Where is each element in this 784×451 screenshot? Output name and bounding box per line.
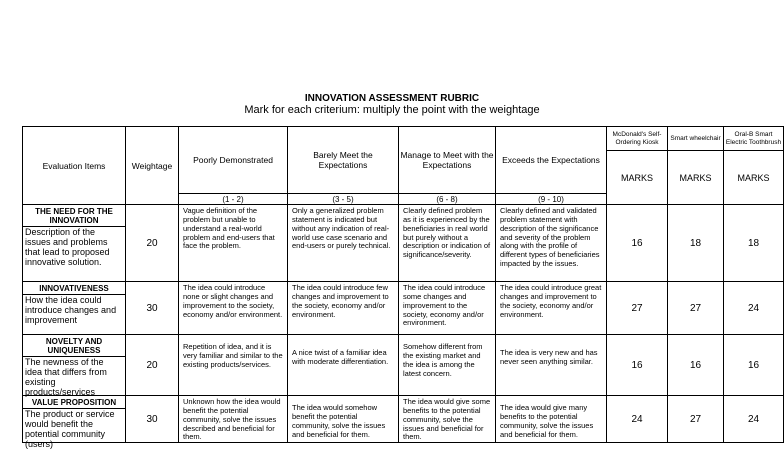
mark-product-1: 16 <box>607 335 668 396</box>
header-evaluation-items: Evaluation Items <box>23 127 126 205</box>
item-description: The newness of the idea that differs from existing products/services <box>25 357 107 398</box>
mark-product-1: 24 <box>607 396 668 443</box>
mark-product-2: 27 <box>668 396 724 443</box>
header-exceeds: Exceeds the Expectations <box>496 127 607 194</box>
item-name: VALUE PROPOSITION <box>23 396 125 409</box>
item-name: INNOVATIVENESS <box>23 282 125 295</box>
weightage-value: 20 <box>126 205 179 282</box>
item-description: Description of the issues and problems that lead to proposed innovative solution. <box>25 227 110 268</box>
table-row <box>23 205 784 282</box>
header-row <box>23 127 784 151</box>
mark-product-3: 24 <box>724 282 784 335</box>
criterion-manage: The idea could introduce some changes and improvement to the society, economy and/or environment. <box>399 282 496 335</box>
mark-product-1: 16 <box>607 205 668 282</box>
item-name: NOVELTY AND UNIQUENESS <box>23 335 125 357</box>
item-description: The product or service would benefit the potential community (users) <box>25 409 115 449</box>
rubric-title: INNOVATION ASSESSMENT RUBRIC <box>304 93 480 104</box>
criterion-poorly: Vague definition of the problem but unable to understand a real-world problem and end-users that face the problem. <box>179 205 288 282</box>
weightage-value: 30 <box>126 282 179 335</box>
mark-product-3: 24 <box>724 396 784 443</box>
criterion-barely: Only a generalized problem statement is indicated but without any indication of real-world use case scenario and end-users or purely technical. <box>288 205 399 282</box>
criterion-barely: A nice twist of a familiar idea with moderate differentiation. <box>288 335 399 396</box>
mark-product-3: 16 <box>724 335 784 396</box>
header-product-2: Smart wheelchair <box>668 127 724 151</box>
criterion-exceeds: Clearly defined and validated problem statement with description of the significance and severity of the problem along with the profile of different types of beneficiaries impacted by the issues. <box>496 205 607 282</box>
mark-product-2: 18 <box>668 205 724 282</box>
evaluation-item <box>23 396 126 449</box>
criterion-exceeds: The idea is very new and has never seen anything similar. <box>496 335 607 396</box>
weightage-value: 30 <box>126 396 179 443</box>
evaluation-item <box>23 335 126 396</box>
evaluation-item <box>23 205 126 282</box>
header-product-1: McDonald's Self-Ordering Kiosk <box>607 127 668 151</box>
marks-label-3: MARKS <box>724 151 784 205</box>
criterion-poorly: Unknown how the idea would benefit the potential community, solve the issues described and beneficial for them. <box>179 396 288 443</box>
table-row <box>23 335 784 396</box>
rubric-subtitle: Mark for each criterium: multiply the point with the weightage <box>244 104 540 116</box>
criterion-exceeds: The idea would give many benefits to the potential community, solve the issues and beneficial for them. <box>496 396 607 443</box>
criterion-exceeds: The idea could introduce great changes and improvement to the society, economy and/or environment. <box>496 282 607 335</box>
criterion-barely: The idea could introduce few changes and improvement to the society, economy and/or environment. <box>288 282 399 335</box>
criterion-poorly: Repetition of idea, and it is very familiar and similar to the existing products/services. <box>179 335 288 396</box>
marks-label-2: MARKS <box>668 151 724 205</box>
item-name: THE NEED FOR THE INNOVATION <box>23 205 125 227</box>
header-manage: Manage to Meet with the Expectations <box>399 127 496 194</box>
mark-product-2: 27 <box>668 282 724 335</box>
mark-product-2: 16 <box>668 335 724 396</box>
header-barely: Barely Meet the Expectations <box>288 127 399 194</box>
criterion-manage: The idea would give some benefits to the potential community, solve the issues and beneficial for them. <box>399 396 496 443</box>
header-weightage: Weightage <box>126 127 179 205</box>
item-description: How the idea could introduce changes and improvement <box>25 295 117 325</box>
criterion-poorly: The idea could introduce none or slight changes and improvement to the society, economy and/or environment. <box>179 282 288 335</box>
header-poorly: Poorly Demonstrated <box>179 127 288 194</box>
marks-label-1: MARKS <box>607 151 668 205</box>
criterion-barely: The idea would somehow benefit the potential community, solve the issues and beneficial for them. <box>288 396 399 443</box>
mark-product-3: 18 <box>724 205 784 282</box>
table-row <box>23 282 784 335</box>
rubric-table <box>22 126 784 449</box>
criterion-manage: Clearly defined problem as it is experienced by the beneficiaries in real world but purely without a description or indication of significance/severity. <box>399 205 496 282</box>
range-poorly: (1 - 2) <box>179 194 288 205</box>
header-product-3: Oral-B Smart Electric Toothbrush <box>724 127 784 151</box>
evaluation-item <box>23 282 126 335</box>
weightage-value: 20 <box>126 335 179 396</box>
criterion-manage: Somehow different from the existing market and the idea is among the latest concern. <box>399 335 496 396</box>
range-exceeds: (9 - 10) <box>496 194 607 205</box>
range-barely: (3 - 5) <box>288 194 399 205</box>
table-row <box>23 396 784 443</box>
mark-product-1: 27 <box>607 282 668 335</box>
range-manage: (6 - 8) <box>399 194 496 205</box>
